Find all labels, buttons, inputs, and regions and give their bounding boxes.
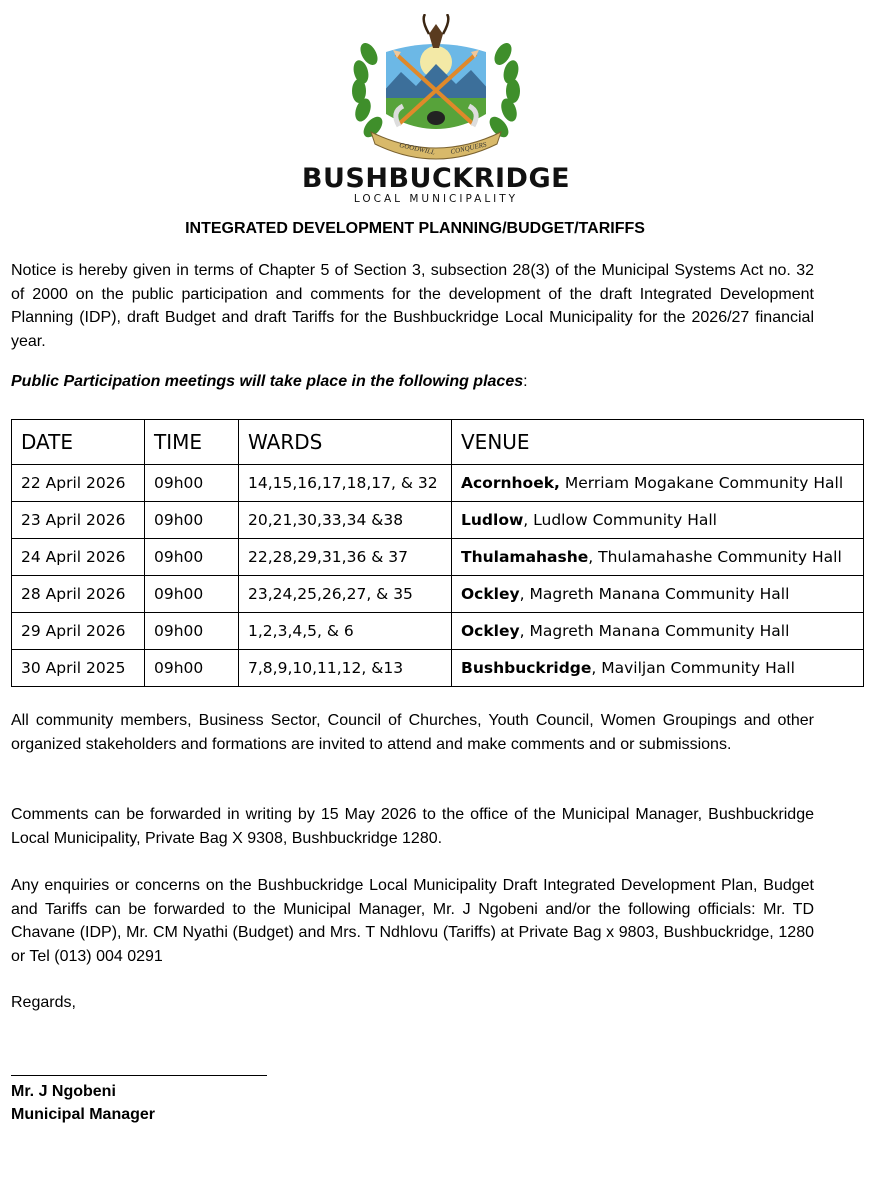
closing-text: Regards, (11, 994, 76, 1011)
meetings-schedule-table (11, 419, 864, 687)
cell-venue (452, 650, 864, 687)
venue-place: Ludlow (461, 511, 524, 529)
cell-wards: 23,24,25,26,27, & 35 (239, 576, 452, 613)
cell-venue (452, 502, 864, 539)
header-date: DATE (12, 420, 145, 465)
cell-wards: 20,21,30,33,34 &38 (239, 502, 452, 539)
venue-place: Ockley (461, 585, 520, 603)
venue-place: Bushbuckridge (461, 659, 592, 677)
cell-time: 09h00 (145, 576, 239, 613)
cell-wards: 14,15,16,17,18,17, & 32 (239, 465, 452, 502)
document-heading: INTEGRATED DEVELOPMENT PLANNING/BUDGET/TARIFFS (185, 220, 645, 237)
cell-wards: 22,28,29,31,36 & 37 (239, 539, 452, 576)
motto-left-text: GOODWILL (398, 141, 436, 157)
enquiries-paragraph: Any enquiries or concerns on the Bushbuckridge Local Municipality Draft Integrated Development Plan, Budget and Tariffs can be forwarded to the Municipal Manager, Mr. J Ngobeni and/or the following officials: Mr. TD Chavane (IDP), Mr. CM Nyathi (Budget) and Mrs. T Ndhlovu (Tariffs) at Private Bag x 9803, Bushbuckridge, 1280 or Tel (013) 004 0291 (11, 877, 814, 965)
cell-venue (452, 539, 864, 576)
meetings-intro (11, 370, 814, 394)
table-row (12, 502, 864, 539)
venue-place: Ockley (461, 622, 520, 640)
cell-date: 23 April 2026 (12, 502, 145, 539)
cell-venue (452, 465, 864, 502)
cell-date: 24 April 2026 (12, 539, 145, 576)
table-header-row (12, 420, 864, 465)
table-row (12, 576, 864, 613)
logo-name-text: BUSHBUCKRIDGE (301, 163, 571, 194)
table-row (12, 539, 864, 576)
signature-line (11, 1075, 267, 1076)
cell-wards: 7,8,9,10,11,12, &13 (239, 650, 452, 687)
venue-hall: , Magreth Manana Community Hall (519, 585, 790, 603)
cell-time: 09h00 (145, 539, 239, 576)
table-row (12, 465, 864, 502)
cell-venue (452, 613, 864, 650)
notice-paragraph: Notice is hereby given in terms of Chapter 5 of Section 3, subsection 28(3) of the Municipal Systems Act no. 32 of 2000 on the public participation and comments for the development of the draft Integrated Development Planning (IDP), draft Budget and draft Tariffs for the Bushbuckridge Local Municipality for the 2026/27 financial year. (11, 262, 814, 350)
header-venue: VENUE (452, 420, 864, 465)
logo-subtitle-text: LOCAL MUNICIPALITY (353, 193, 519, 205)
cell-venue (452, 576, 864, 613)
venue-place: Thulamahashe (461, 548, 589, 566)
cell-date: 22 April 2026 (12, 465, 145, 502)
cell-time: 09h00 (145, 613, 239, 650)
invitation-paragraph: All community members, Business Sector, Council of Churches, Youth Council, Women Groupings and other organized stakeholders and formations are invited to attend and make comments and or submissions. (11, 712, 814, 753)
comments-paragraph: Comments can be forwarded in writing by 15 May 2026 to the office of the Municipal Manager, Bushbuckridge Local Municipality, Private Bag X 9308, Bushbuckridge 1280. (11, 806, 814, 847)
meetings-intro-text: Public Participation meetings will take place in the following places (11, 373, 524, 390)
cell-date: 28 April 2026 (12, 576, 145, 613)
signatory-name: Mr. J Ngobeni (11, 1083, 116, 1100)
venue-hall: , Ludlow Community Hall (523, 511, 717, 529)
signatory-title: Municipal Manager (11, 1106, 156, 1123)
venue-hall: , Maviljan Community Hall (591, 659, 795, 677)
cell-wards: 1,2,3,4,5, & 6 (239, 613, 452, 650)
venue-hall: , Thulamahashe Community Hall (588, 548, 842, 566)
venue-place: Acornhoek, (461, 474, 560, 492)
venue-hall: Merriam Mogakane Community Hall (559, 474, 844, 492)
cell-time: 09h00 (145, 650, 239, 687)
motto-right-text: CONQUERS (449, 140, 488, 156)
table-row (12, 650, 864, 687)
meetings-intro-colon: : (523, 373, 528, 390)
municipal-logo (0, 14, 872, 214)
cell-time: 09h00 (145, 502, 239, 539)
header-time: TIME (145, 420, 239, 465)
header-wards: WARDS (239, 420, 452, 465)
venue-hall: , Magreth Manana Community Hall (519, 622, 790, 640)
table-row (12, 613, 864, 650)
cell-date: 30 April 2025 (12, 650, 145, 687)
cell-date: 29 April 2026 (12, 613, 145, 650)
cell-time: 09h00 (145, 465, 239, 502)
coat-of-arms-emblem (341, 14, 531, 164)
